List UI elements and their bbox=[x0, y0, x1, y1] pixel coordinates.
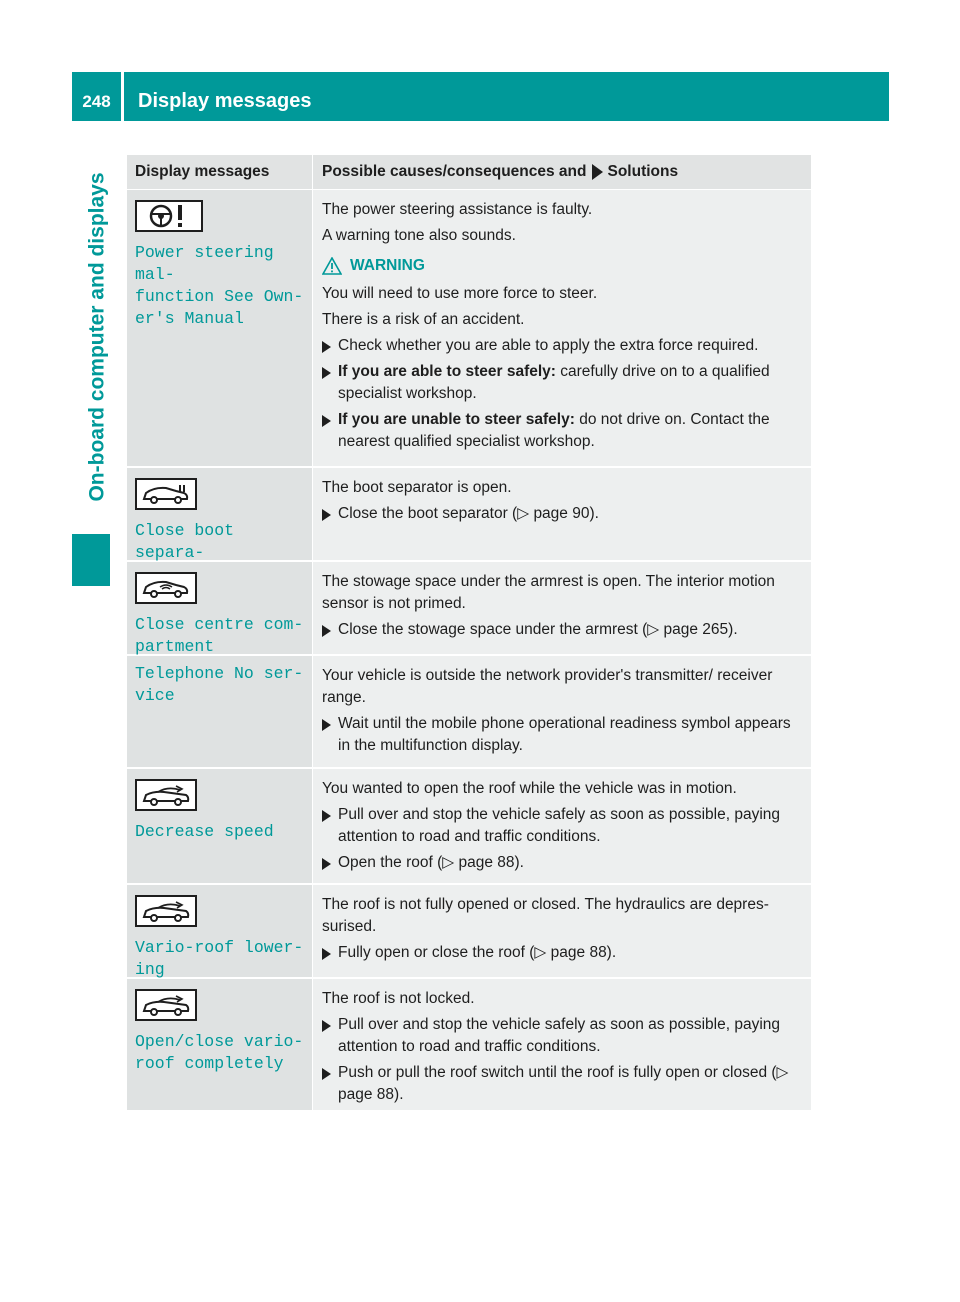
arrow-icon bbox=[592, 164, 603, 180]
convertible-roof-icon bbox=[135, 895, 197, 927]
display-message: Close centre com‐ partment bbox=[135, 615, 304, 656]
table-row bbox=[127, 468, 811, 562]
table-row bbox=[127, 190, 811, 468]
page-header bbox=[72, 72, 889, 121]
solution-step: If you are unable to steer safely: do not drive on. Contact the nearest qualified specialist workshop. bbox=[322, 409, 803, 453]
solution-step: Open the roof (▷ page 88). bbox=[322, 852, 803, 874]
section-tab bbox=[72, 142, 124, 532]
display-message: Open/close vario- roof completely bbox=[135, 1032, 304, 1073]
display-message: Telephone No ser‐ vice bbox=[135, 664, 304, 705]
table-row bbox=[127, 656, 811, 769]
warning-triangle-icon bbox=[322, 257, 342, 275]
car-interior-sensor-icon bbox=[135, 572, 197, 604]
col-header-messages: Display messages bbox=[127, 155, 313, 189]
cause-text: The boot separator is open. bbox=[322, 479, 512, 496]
car-boot-separator-icon bbox=[135, 478, 197, 510]
cause-text: You wanted to open the roof while the vehicle was in motion. bbox=[322, 780, 737, 797]
page-number: 248 bbox=[72, 72, 124, 121]
solution-step: Check whether you are able to apply the extra force required. bbox=[322, 335, 803, 357]
cause-text: The power steering assistance is faulty. bbox=[322, 201, 593, 218]
messages-table bbox=[127, 155, 811, 1112]
solution-step: If you are able to steer safely: carefully drive on to a qualified specialist workshop. bbox=[322, 361, 803, 405]
table-row bbox=[127, 979, 811, 1112]
table-row bbox=[127, 562, 811, 656]
table-row bbox=[127, 769, 811, 885]
display-message: Close boot separa‐ bbox=[135, 521, 235, 562]
display-message: Decrease speed bbox=[135, 822, 274, 841]
section-marker bbox=[72, 534, 110, 586]
cause-text: The stowage space under the armrest is open. The interior motion sensor is not primed. bbox=[322, 573, 775, 612]
section-tab-label: On-board computer and displays bbox=[86, 172, 109, 502]
warning-text: You will need to use more force to steer. bbox=[322, 285, 598, 302]
display-message: Power steering mal‐ function See Own‐ er's Manual bbox=[135, 243, 304, 328]
steering-warning-icon bbox=[135, 200, 203, 232]
solution-step: Wait until the mobile phone operational readiness symbol appears in the multifunction display. bbox=[322, 713, 803, 757]
convertible-roof-icon bbox=[135, 779, 197, 811]
table-row bbox=[127, 885, 811, 979]
solution-step: Close the boot separator (▷ page 90). bbox=[322, 503, 803, 525]
cause-text: The roof is not locked. bbox=[322, 990, 475, 1007]
display-message: Vario-roof lower‐ ing bbox=[135, 938, 304, 979]
solution-step: Pull over and stop the vehicle safely as soon as possible, paying attention to road and traffic conditions. bbox=[322, 1014, 803, 1058]
solution-step: Pull over and stop the vehicle safely as soon as possible, paying attention to road and traffic conditions. bbox=[322, 804, 803, 848]
cause-text: The roof is not fully opened or closed. The hydraulics are depres‐ surised. bbox=[322, 896, 769, 935]
table-header bbox=[127, 155, 811, 190]
solution-step: Push or pull the roof switch until the roof is fully open or closed (▷ page 88). bbox=[322, 1062, 803, 1106]
solution-step: Fully open or close the roof (▷ page 88). bbox=[322, 942, 803, 964]
cause-text: A warning tone also sounds. bbox=[322, 227, 516, 244]
solution-step: Close the stowage space under the armrest (▷ page 265). bbox=[322, 619, 803, 641]
warning-text: There is a risk of an accident. bbox=[322, 311, 525, 328]
warning-label: WARNING bbox=[322, 255, 803, 277]
page-title: Display messages bbox=[138, 90, 312, 112]
col-header-solutions: Possible causes/consequences and Solutions bbox=[322, 163, 679, 180]
convertible-roof-icon bbox=[135, 989, 197, 1021]
cause-text: Your vehicle is outside the network provider's transmitter/ receiver range. bbox=[322, 667, 773, 706]
